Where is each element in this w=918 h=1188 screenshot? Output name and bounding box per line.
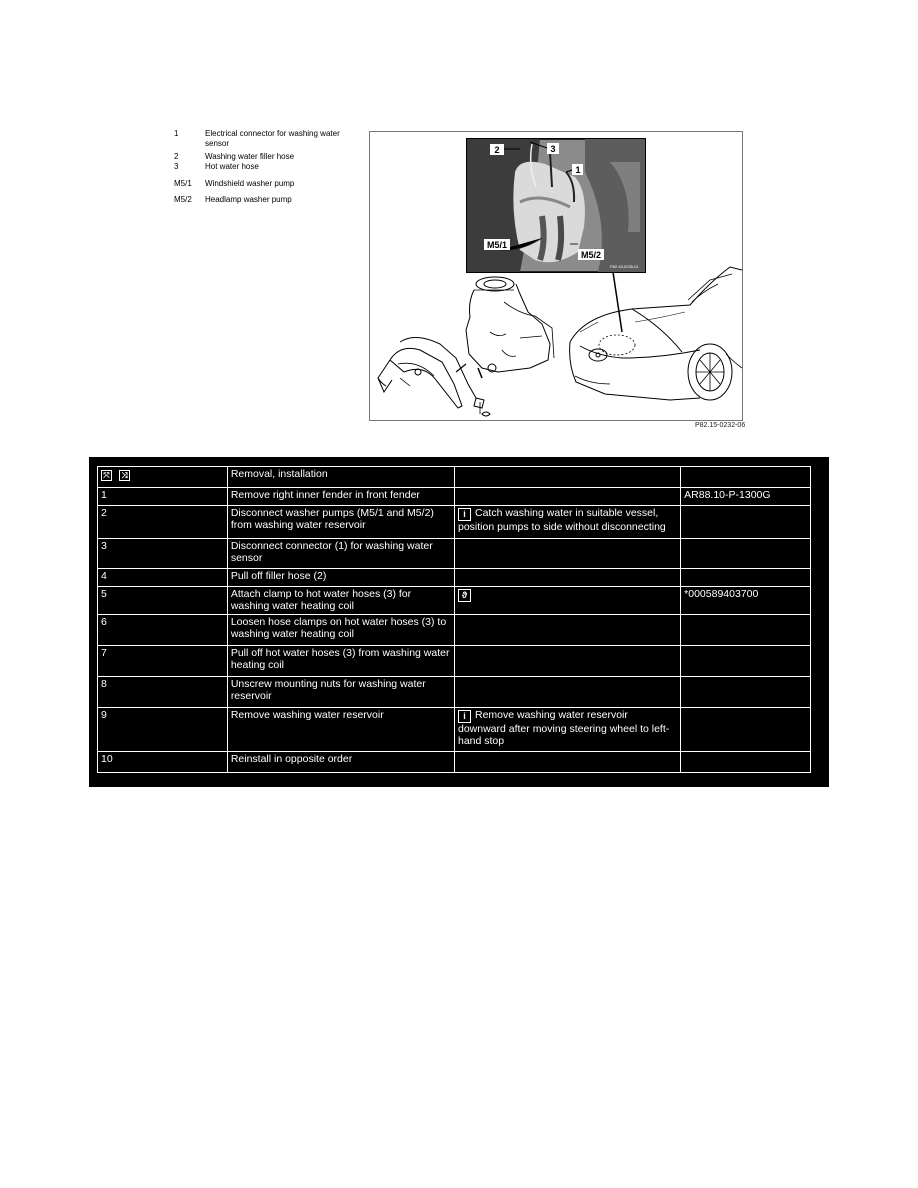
step-reference: AR88.10-P-1300G	[681, 488, 811, 506]
legend-key: M5/1	[174, 179, 192, 188]
legend-item	[174, 162, 364, 172]
step-action: Attach clamp to hot water hoses (3) for washing water heating coil	[227, 587, 454, 615]
inset-ref: P82.15-0235-01	[610, 264, 639, 269]
step-number: 1	[98, 488, 228, 506]
illustration-svg	[370, 132, 742, 420]
step-action: Unscrew mounting nuts for washing water reservoir	[227, 677, 454, 708]
step-reference	[681, 569, 811, 587]
step-number: 2	[98, 506, 228, 539]
step-reference: *000589403700	[681, 587, 811, 615]
step-number: 5	[98, 587, 228, 615]
pointer-line	[613, 272, 622, 332]
table-row	[98, 615, 811, 646]
step-note	[454, 539, 680, 569]
step-note-text: Catch washing water in suitable vessel, position pumps to side without disconnecting	[457, 507, 666, 533]
step-reference	[681, 646, 811, 677]
legend-text: Hot water hose	[205, 162, 259, 171]
table-row	[98, 506, 811, 539]
step-note	[454, 677, 680, 708]
step-action: Remove right inner fender in front fender	[227, 488, 454, 506]
table-row	[98, 488, 811, 506]
step-note	[454, 569, 680, 587]
step-reference	[681, 506, 811, 539]
legend-item	[174, 129, 364, 149]
callout-m5-2: M5/2	[580, 250, 602, 260]
table-row	[98, 677, 811, 708]
legend-text: Washing water filler hose	[205, 152, 295, 161]
legend-text: Electrical connector for washing water sensor	[205, 129, 340, 148]
legend-key: 3	[174, 162, 179, 171]
step-reference	[681, 677, 811, 708]
callout-2: 2	[494, 145, 500, 155]
step-action: Reinstall in opposite order	[227, 752, 454, 773]
step-reference	[681, 752, 811, 773]
step-action: Disconnect washer pumps (M5/1 and M5/2) from washing water reservoir	[227, 506, 454, 539]
step-reference	[681, 615, 811, 646]
step-note	[454, 587, 680, 615]
step-number: 10	[98, 752, 228, 773]
tool-icon: ϑ	[458, 589, 471, 602]
table-row	[98, 752, 811, 773]
inset-photo	[467, 139, 645, 272]
step-note-text: Remove washing water reservoir downward after moving steering wheel to left-hand stop	[457, 709, 670, 747]
step-note	[454, 708, 680, 752]
step-note	[454, 506, 680, 539]
step-number: 8	[98, 677, 228, 708]
header-icons	[98, 467, 228, 488]
step-reference	[681, 708, 811, 752]
header-empty	[681, 467, 811, 488]
reservoir-drawing	[378, 277, 554, 416]
step-note	[454, 488, 680, 506]
callout-3: 3	[550, 144, 556, 154]
step-action: Disconnect connector (1) for washing water sensor	[227, 539, 454, 569]
table-row	[98, 587, 811, 615]
procedure-panel	[89, 457, 829, 787]
legend-text: Headlamp washer pump	[205, 195, 292, 204]
table-row	[98, 569, 811, 587]
legend-item	[174, 195, 364, 205]
step-note	[454, 646, 680, 677]
callout-1: 1	[575, 165, 581, 175]
info-icon: i	[458, 508, 471, 521]
step-reference	[681, 539, 811, 569]
step-note	[454, 615, 680, 646]
step-action: Pull off hot water hoses (3) from washing water heating coil	[227, 646, 454, 677]
expand-arrows-icon: ⤧	[101, 470, 112, 481]
step-number: 3	[98, 539, 228, 569]
procedure-table	[97, 466, 811, 773]
table-header-row	[98, 467, 811, 488]
collapse-arrows-icon: ⤨	[119, 470, 130, 481]
legend-key: 2	[174, 152, 179, 161]
table-row	[98, 646, 811, 677]
table-row	[98, 708, 811, 752]
legend-key: M5/2	[174, 195, 192, 204]
step-action: Pull off filler hose (2)	[227, 569, 454, 587]
step-number: 6	[98, 615, 228, 646]
legend-text: Windshield washer pump	[205, 179, 295, 188]
figure-legend	[174, 129, 364, 208]
car-drawing	[570, 267, 742, 400]
callout-m5-1: M5/1	[486, 240, 508, 250]
header-title: Removal, installation	[227, 467, 454, 488]
step-number: 7	[98, 646, 228, 677]
step-number: 4	[98, 569, 228, 587]
step-number: 9	[98, 708, 228, 752]
legend-item	[174, 152, 364, 162]
step-action: Remove washing water reservoir	[227, 708, 454, 752]
header-empty	[454, 467, 680, 488]
table-row	[98, 539, 811, 569]
step-note	[454, 752, 680, 773]
info-icon: i	[458, 710, 471, 723]
legend-item	[174, 179, 364, 189]
legend-key: 1	[174, 129, 179, 138]
figure-reference: P82.15-0232-06	[695, 422, 746, 429]
component-illustration	[369, 131, 743, 421]
step-action: Loosen hose clamps on hot water hoses (3) to washing water heating coil	[227, 615, 454, 646]
